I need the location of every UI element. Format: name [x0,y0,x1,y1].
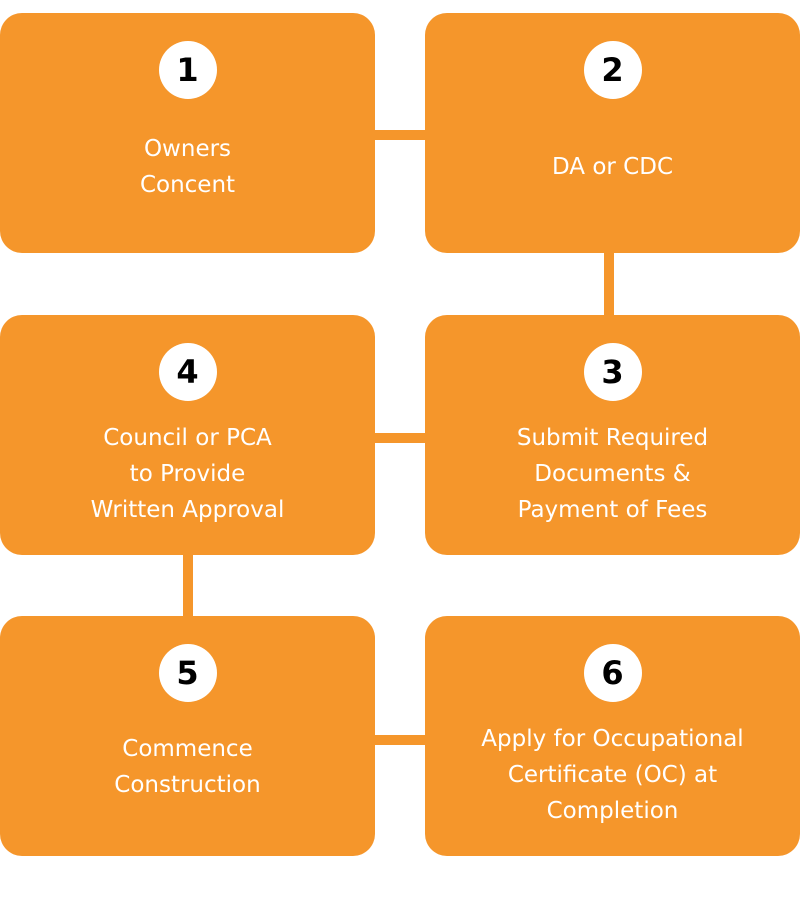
step-number-badge [159,41,217,99]
step-number-badge [584,644,642,702]
connector-5-6 [375,735,425,745]
step-label: Submit Required Documents & Payment of Fees [516,425,709,523]
step-card-4 [0,315,375,555]
step-card-1 [0,13,375,253]
step-number-badge [584,343,642,401]
step-label: Apply for Occupational Certificate (OC) at Completion [481,726,744,824]
step-card-5 [0,616,375,856]
connector-3-4 [375,433,425,443]
step-number-badge [584,41,642,99]
connector-1-2 [375,130,425,140]
connector-4-5 [183,553,193,618]
step-number-badge [159,644,217,702]
step-card-6 [425,616,800,856]
step-number: 2 [601,51,624,89]
step-number: 6 [601,654,624,692]
step-label: Commence Construction [114,736,261,798]
step-card-2 [425,13,800,253]
step-number: 3 [601,353,624,391]
step-number: 1 [176,51,199,89]
step-number-badge [159,343,217,401]
connector-2-3 [604,252,614,317]
step-number: 4 [176,353,199,391]
step-label: DA or CDC [551,154,674,180]
step-card-3 [425,315,800,555]
step-number: 5 [176,654,199,692]
step-label: Council or PCA to Provide Written Approval [90,425,285,523]
step-label: Owners Concent [139,136,236,198]
